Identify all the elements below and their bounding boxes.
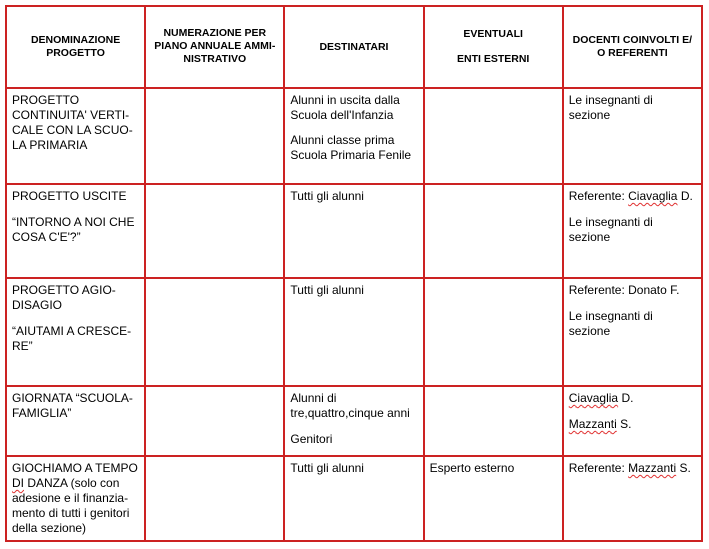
header-enti-esterni: EVENTUALI ENTI ESTERNI bbox=[424, 6, 563, 88]
project-name-cell: PROGETTO USCITE “INTORNO A NOI CHE COSA C'E'?” bbox=[6, 184, 145, 278]
project-name-cell: GIOCHIAMO A TEMPO DI DANZA (solo con adesione e il finanzia- mento di tutti i genitori della sezione) bbox=[6, 456, 145, 541]
project-name-cell: PROGETTO CONTINUITA' VERTI- CALE CON LA SCUO- LA PRIMARIA bbox=[6, 88, 145, 184]
external-cell bbox=[424, 386, 563, 456]
header-destinatari: DESTINATARI bbox=[284, 6, 423, 88]
external-cell: Esperto esterno bbox=[424, 456, 563, 541]
header-docenti: DOCENTI COINVOLTI E/ O REFERENTI bbox=[563, 6, 702, 88]
teachers-cell: Le insegnanti di sezione bbox=[563, 88, 702, 184]
project-table bbox=[5, 5, 703, 542]
number-cell bbox=[145, 456, 284, 541]
number-cell bbox=[145, 386, 284, 456]
external-cell bbox=[424, 278, 563, 386]
external-cell bbox=[424, 184, 563, 278]
recipients-cell: Tutti gli alunni bbox=[284, 456, 423, 541]
recipients-cell: Alunni in uscita dalla Scuola dell'Infanzia Alunni classe prima Scuola Primaria Fenile bbox=[284, 88, 423, 184]
table-row bbox=[6, 88, 702, 184]
recipients-cell: Tutti gli alunni bbox=[284, 278, 423, 386]
recipients-cell: Tutti gli alunni bbox=[284, 184, 423, 278]
teachers-cell: Referente: Donato F. Le insegnanti di sezione bbox=[563, 278, 702, 386]
header-row bbox=[6, 6, 702, 88]
recipients-cell: Alunni di tre,quattro,cinque anni Genitori bbox=[284, 386, 423, 456]
teachers-cell: Referente: Mazzanti S. bbox=[563, 456, 702, 541]
number-cell bbox=[145, 184, 284, 278]
header-numerazione: NUMERAZIONE PER PIANO ANNUALE AMMI- NISTRATIVO bbox=[145, 6, 284, 88]
project-name-cell: GIORNATA “SCUOLA- FAMIGLIA” bbox=[6, 386, 145, 456]
teachers-cell: Ciavaglia D. Mazzanti S. bbox=[563, 386, 702, 456]
number-cell bbox=[145, 278, 284, 386]
table-row bbox=[6, 456, 702, 541]
table-row bbox=[6, 386, 702, 456]
table-row bbox=[6, 278, 702, 386]
header-denominazione: DENOMINAZIONE PROGETTO bbox=[6, 6, 145, 88]
project-name-cell: PROGETTO AGIO- DISAGIO “AIUTAMI A CRESCE- RE” bbox=[6, 278, 145, 386]
teachers-cell: Referente: Ciavaglia D. Le insegnanti di sezione bbox=[563, 184, 702, 278]
table-row bbox=[6, 184, 702, 278]
external-cell bbox=[424, 88, 563, 184]
number-cell bbox=[145, 88, 284, 184]
